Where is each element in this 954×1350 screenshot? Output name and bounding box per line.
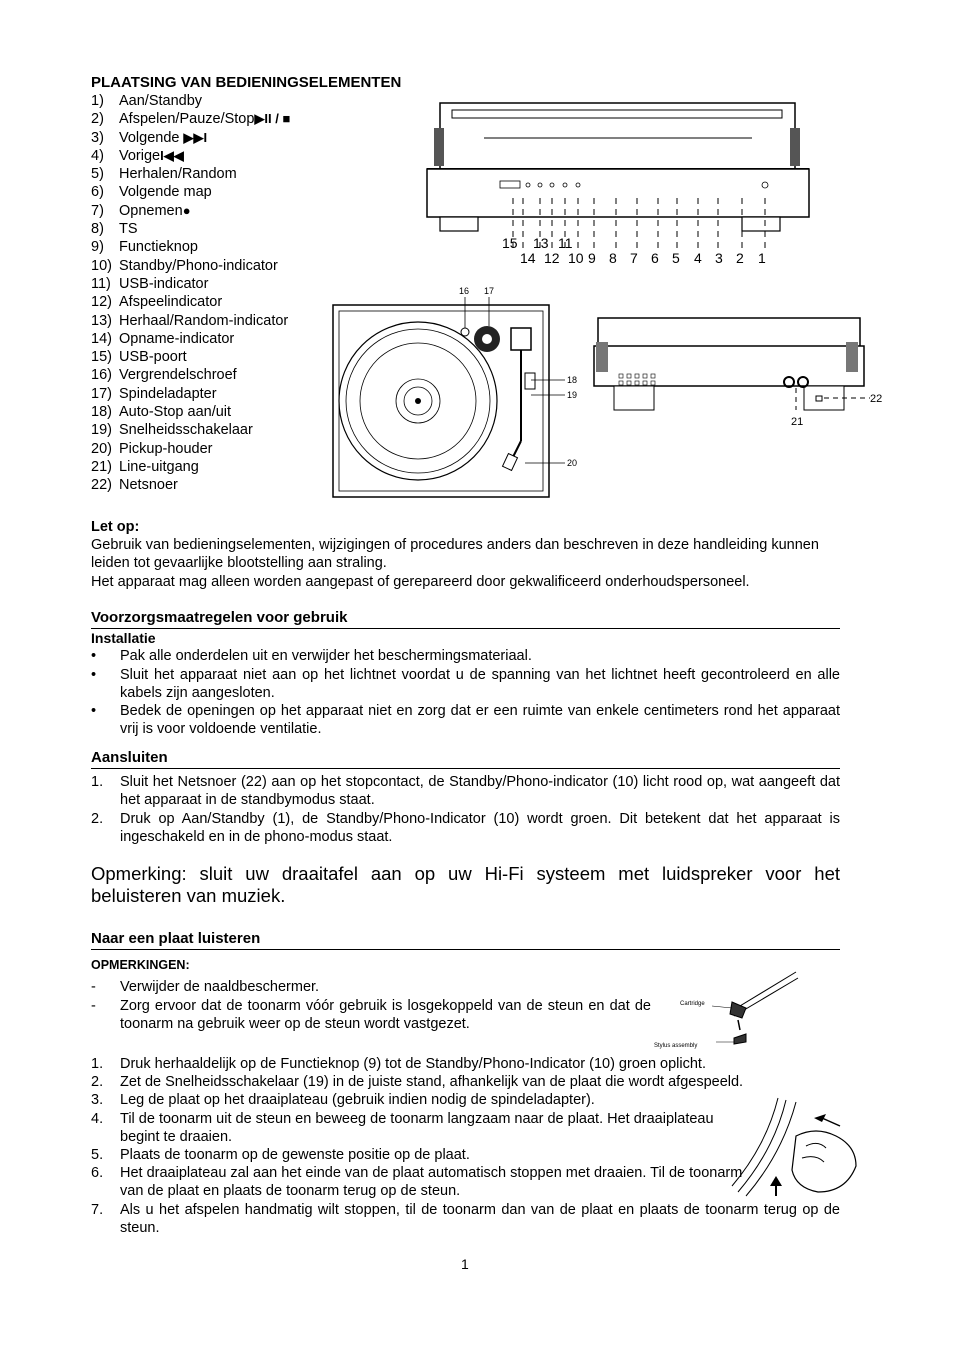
rear-view-diagram [584,310,886,430]
front-view-diagram [422,98,814,268]
control-item [91,129,290,147]
control-item [91,147,290,165]
callout-number: 18 [567,375,578,385]
list-marker: • [91,666,97,683]
control-label: Auto-Stop aan/uit [119,404,232,421]
control-label: Snelheidsschakelaar [119,422,253,439]
notes-title: OPMERKINGEN: [91,958,190,973]
control-label: TS [119,221,138,238]
control-icon: ● [182,202,191,218]
callout-number: 8 [609,250,617,266]
stylus-label: Stylus assembly [654,1043,698,1049]
top-view-diagram [325,283,587,501]
control-number: 7) [91,202,104,219]
list-item [91,647,840,665]
list-text: Zet de Snelheidsschakelaar (19) in de juiste stand, afhankelijk van de plaat die wordt afgespeeld. [120,1074,744,1091]
list-text: Pak alle onderdelen uit en verwijder het beschermingsmateriaal. [120,648,532,665]
control-item [91,202,290,220]
callout-number: 1 [758,250,766,266]
control-label: USB-indicator [119,275,209,292]
control-item [91,220,290,238]
list-item [91,810,840,846]
control-item [91,165,290,183]
list-item [91,666,840,702]
callout-number: 12 [544,250,560,266]
list-marker: 4. [91,1110,104,1127]
warning-section [91,518,840,591]
control-number: 22) [91,477,112,494]
list-item [91,702,840,738]
control-number: 5) [91,166,104,183]
control-label: Standby/Phono-indicator [119,257,278,274]
listen-title: Naar een plaat luisteren [91,930,840,950]
installation-subtitle: Installatie [91,630,156,647]
callout-number: 4 [694,250,702,266]
list-text: Druk herhaaldelijk op de Functieknop (9) tot de Standby/Phono-Indicator (10) groen oplicht. [120,1056,706,1072]
control-number: 4) [91,147,104,164]
control-item [91,293,290,311]
list-text: Plaats de toonarm op de gewenste positie op de plaat. [120,1147,470,1164]
control-label: Volgende [119,129,184,146]
callout-number: 14 [520,250,536,266]
page-number: 1 [461,1256,469,1272]
list-item [91,1164,745,1200]
control-number: 16) [91,367,112,384]
callout-number: 11 [558,235,573,251]
callout-number: 2 [736,250,744,266]
list-text: Til de toonarm uit de steun en beweeg de toonarm langzaam naar de plaat. Het draaiplateau begint te draaien. [120,1110,714,1145]
notes-list [91,978,651,1033]
list-item [91,773,840,809]
control-item [91,458,290,476]
list-marker: - [91,979,96,996]
control-item [91,312,290,330]
list-text: Bedek de openingen op het apparaat niet en zorg dat er een ruimte van enkele centimeters rond het apparaat vrij is voor voldoende ventilatie. [120,703,840,738]
list-item [91,978,651,996]
control-label: Vorige [119,147,161,164]
control-label: Netsnoer [119,477,178,494]
control-icon: I◀◀ [160,147,184,163]
callout-number: 17 [484,286,495,296]
control-label: Herhalen/Random [119,166,237,183]
list-marker: 2. [91,1074,104,1091]
control-label: Volgende map [119,184,212,201]
control-item [91,257,290,275]
callout-number: 7 [630,250,638,266]
list-item [91,1055,840,1073]
control-label: Herhaal/Random-indicator [119,312,289,329]
list-item [91,997,651,1033]
control-item [91,183,290,201]
list-marker: 1. [91,1056,104,1072]
connect-section [91,749,840,846]
warning-line: Het apparaat mag alleen worden aangepast of gerepareerd door gekwalificeerd onderhoudspersoneel. [91,573,750,590]
control-number: 10) [91,257,112,274]
control-number: 20) [91,440,112,457]
control-item [91,110,290,128]
control-label: Opname-indicator [119,330,235,347]
control-number: 2) [91,111,104,128]
callout-number: 9 [588,250,596,266]
control-item [91,403,290,421]
control-number: 13) [91,312,112,329]
callout-number: 22 [870,393,883,405]
control-item [91,421,290,439]
callout-number: 5 [672,250,680,266]
cartridge-illustration [650,968,810,1052]
control-number: 21) [91,458,112,475]
list-text: Als u het afspelen handmatig wilt stoppen, til de toonarm dan van de plaat en plaats de toonarm terug op de steun. [120,1201,840,1236]
control-number: 11) [91,275,111,292]
control-number: 15) [91,349,112,366]
control-item [91,92,290,110]
control-item [91,366,290,384]
control-label: Spindeladapter [119,385,217,402]
list-marker: 5. [91,1147,104,1164]
control-label: Afspeelindicator [119,294,223,311]
list-marker: 7. [91,1201,104,1218]
list-text: Het draaiplateau zal aan het einde van de plaat automatisch stoppen met draaien. Til de toonarm van de plaat en plaats de toonarm terug op de steun. [120,1165,743,1200]
control-label: Line-uitgang [119,458,199,475]
control-label: Functieknop [119,239,198,256]
precautions-title: Voorzorgsmaatregelen voor gebruik [91,609,840,629]
list-marker: 3. [91,1092,104,1109]
control-icon: ▶▶I [183,129,208,145]
list-text: Druk op Aan/Standby (1), de Standby/Phono-Indicator (10) wordt groen. Dit betekent dat het apparaat is ingeschakeld en in de phono-modus staat. [120,810,840,845]
list-marker: 6. [91,1165,104,1182]
list-item [91,1073,840,1091]
control-number: 14) [91,330,112,347]
callout-number: 13 [533,235,549,251]
controls-list [91,92,290,495]
list-text: Leg de plaat op het draaiplateau (gebruik indien nodig de spindeladapter). [120,1092,595,1109]
list-item [91,1201,840,1237]
control-item [91,440,290,458]
control-number: 6) [91,184,104,201]
callout-number: 20 [567,458,578,468]
hand-toonarm-illustration [726,1096,860,1200]
warning-title: Let op: [91,519,140,535]
control-number: 9) [91,239,104,256]
control-number: 12) [91,294,112,311]
precautions-section [91,609,840,738]
callout-number: 15 [502,235,518,251]
control-number: 8) [91,221,104,238]
control-number: 1) [91,93,104,109]
callout-number: 16 [459,286,470,296]
control-label: Aan/Standby [119,93,203,109]
callout-number: 6 [651,250,659,266]
control-item [91,330,290,348]
remark: Opmerking: sluit uw draaitafel aan op uw Hi-Fi systeem met luidspreker voor het beluisteren van muziek. [91,863,840,906]
callout-number: 3 [715,250,723,266]
control-label: Opnemen [119,202,183,219]
control-number: 18) [91,404,112,421]
control-item [91,476,290,494]
cartridge-label: Cartridge [680,1001,705,1007]
connect-title: Aansluiten [91,749,840,769]
list-text: Sluit het Netsnoer (22) aan op het stopcontact, de Standby/Phono-indicator (10) licht rood op, wat aangeeft dat het apparaat in de standbymodus staat. [120,774,840,809]
control-item [91,275,290,293]
list-marker: 2. [91,810,104,827]
list-text: Sluit het apparaat niet aan op het lichtnet voordat u de spanning van het lichtnet heeft gecontroleerd en alle kabels zijn aangesloten. [120,666,840,701]
control-number: 3) [91,129,104,146]
warning-line: Gebruik van bedieningselementen, wijzigingen of procedures anders dan beschreven in deze handleiding kunnen leiden tot gevaarlijke blootstelling aan straling. [91,537,819,572]
list-marker: • [91,703,97,720]
control-item [91,238,290,256]
control-item [91,348,290,366]
callout-number: 21 [791,416,804,428]
callout-number: 19 [567,390,578,400]
control-label: Pickup-houder [119,440,213,457]
control-icon: ▶II / ■ [254,111,291,127]
control-label: USB-poort [119,349,187,366]
control-number: 19) [91,422,112,439]
connect-list [91,773,840,846]
list-marker: - [91,997,96,1014]
control-label: Afspelen/Pauze/Stop [119,111,255,128]
list-item [91,1110,745,1146]
control-label: Vergrendelschroef [119,367,237,384]
list-marker: 1. [91,774,104,791]
page-heading: PLAATSING VAN BEDIENINGSELEMENTEN [91,74,402,91]
precautions-list [91,647,840,738]
callout-number: 10 [568,250,584,266]
control-item [91,385,290,403]
list-marker: • [91,648,97,665]
list-text: Zorg ervoor dat de toonarm vóór gebruik is losgekoppeld van de steun en dat de toonarm na gebruik weer op de steun wordt vastgezet. [120,997,651,1032]
control-number: 17) [91,385,112,402]
list-text: Verwijder de naaldbeschermer. [120,979,320,996]
